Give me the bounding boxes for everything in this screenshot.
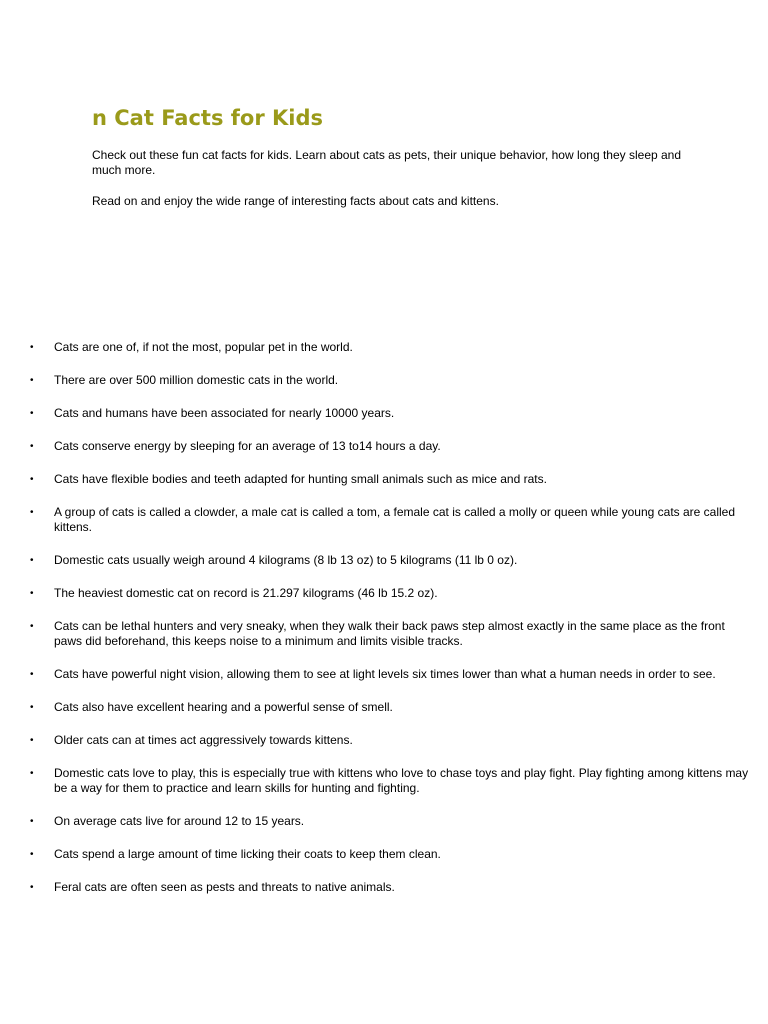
list-item [30, 472, 755, 487]
fact-text: Cats spend a large amount of time licking their coats to keep them clean. [54, 847, 441, 861]
list-item [30, 586, 755, 601]
list-item [30, 553, 755, 568]
list-item [30, 733, 755, 748]
bullet-icon: • [30, 474, 34, 485]
bullet-icon: • [30, 342, 34, 353]
intro-section [92, 148, 682, 225]
bullet-icon: • [30, 555, 34, 566]
bullet-icon: • [30, 882, 34, 893]
list-item [30, 814, 755, 829]
list-item [30, 700, 755, 715]
fact-text: There are over 500 million domestic cats in the world. [54, 373, 339, 387]
bullet-icon: • [30, 375, 34, 386]
fact-text: On average cats live for around 12 to 15 years. [54, 814, 305, 828]
list-item [30, 766, 755, 796]
intro-paragraph: Check out these fun cat facts for kids. Learn about cats as pets, their unique behavior, how long they sleep and much more. [92, 148, 682, 177]
list-item [30, 406, 755, 421]
bullet-icon: • [30, 735, 34, 746]
bullet-icon: • [30, 588, 34, 599]
bullet-icon: • [30, 849, 34, 860]
intro-paragraph: Read on and enjoy the wide range of interesting facts about cats and kittens. [92, 194, 499, 208]
bullet-icon: • [30, 669, 34, 680]
list-item [30, 373, 755, 388]
list-item [30, 439, 755, 454]
fact-text: Cats have flexible bodies and teeth adapted for hunting small animals such as mice and rats. [54, 472, 547, 486]
fact-text: The heaviest domestic cat on record is 21.297 kilograms (46 lb 15.2 oz). [54, 586, 438, 600]
list-item [30, 667, 755, 682]
fact-text: Cats and humans have been associated for nearly 10000 years. [54, 406, 395, 420]
bullet-icon: • [30, 816, 34, 827]
list-item [30, 619, 755, 649]
bullet-icon: • [30, 768, 34, 779]
list-item [30, 505, 755, 535]
bullet-icon: • [30, 441, 34, 452]
fact-text: Older cats can at times act aggressively towards kittens. [54, 733, 353, 747]
fact-text: Domestic cats usually weigh around 4 kilograms (8 lb 13 oz) to 5 kilograms (11 lb 0 oz). [54, 553, 518, 567]
facts-list [30, 340, 755, 913]
fact-text: Domestic cats love to play, this is especially true with kittens who love to chase toys and play fight. Play fighting among kittens may be a way for them to practice and learn skills for hunting and fighting. [54, 766, 749, 795]
fact-text: A group of cats is called a clowder, a male cat is called a tom, a female cat is called a molly or queen while young cats are called kittens. [54, 505, 736, 534]
fact-text: Cats can be lethal hunters and very sneaky, when they walk their back paws step almost exactly in the same place as the front paws did beforehand, this keeps noise to a minimum and limits visible tracks. [54, 619, 725, 648]
fact-text: Cats also have excellent hearing and a powerful sense of smell. [54, 700, 393, 714]
bullet-icon: • [30, 702, 34, 713]
bullet-icon: • [30, 621, 34, 632]
fact-text: Cats are one of, if not the most, popular pet in the world. [54, 340, 353, 354]
page-title: n Cat Facts for Kids [92, 106, 324, 130]
list-item [30, 880, 755, 895]
bullet-icon: • [30, 408, 34, 419]
fact-text: Cats have powerful night vision, allowing them to see at light levels six times lower than what a human needs in order to see. [54, 667, 716, 681]
list-item [30, 340, 755, 355]
fact-text: Cats conserve energy by sleeping for an average of 13 to14 hours a day. [54, 439, 441, 453]
list-item [30, 847, 755, 862]
fact-text: Feral cats are often seen as pests and threats to native animals. [54, 880, 395, 894]
bullet-icon: • [30, 507, 34, 518]
